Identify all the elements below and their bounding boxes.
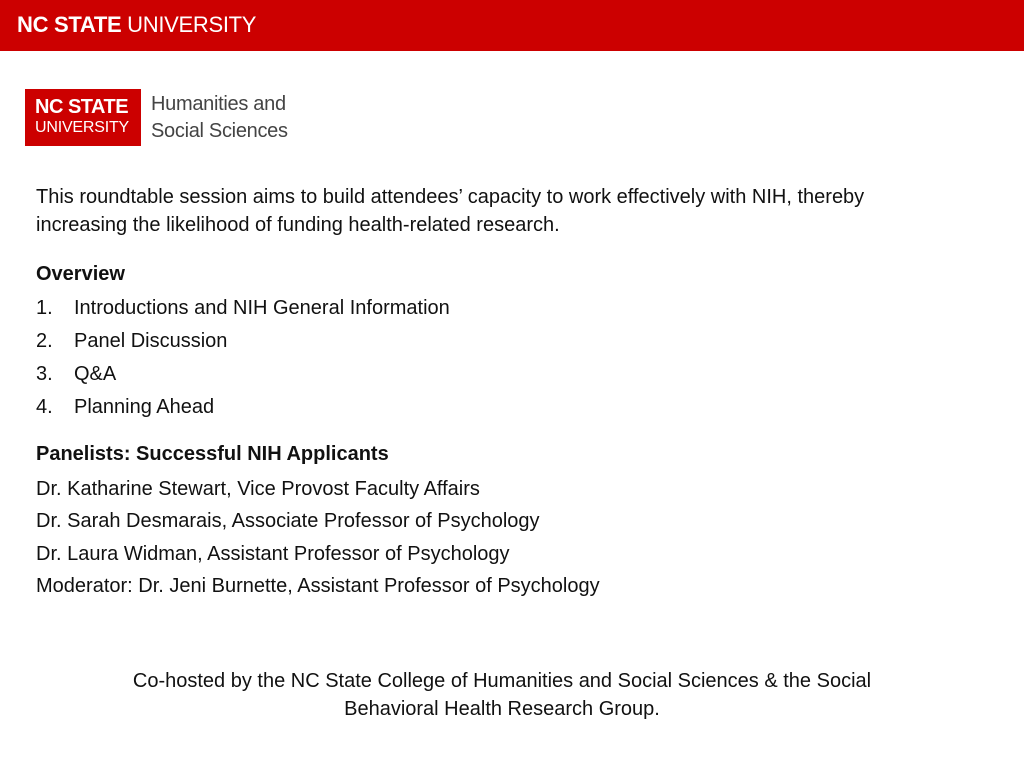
university-wordmark[interactable] [17, 12, 256, 38]
list-item-label: Panel Discussion [74, 330, 228, 352]
logo-college-name [151, 91, 288, 145]
cohost-note-line1: Co-hosted by the NC State College of Humanities and Social Sciences & the Social [132, 670, 872, 692]
college-logo [25, 89, 288, 146]
overview-heading: Overview [36, 263, 125, 285]
list-item-label: Planning Ahead [74, 396, 215, 418]
wordmark-nc-state: NC STATE [17, 12, 122, 37]
cohost-note [0, 667, 1004, 723]
logo-text-line1: Humanities and [151, 92, 286, 115]
panelist-item: Dr. Laura Widman, Assistant Professor of Psychology [36, 542, 510, 565]
list-item-label: Introductions and NIH General Information [74, 297, 450, 319]
list-item [36, 292, 450, 325]
panelists-heading: Panelists: Successful NIH Applicants [36, 443, 389, 465]
list-item [36, 358, 450, 391]
logo-red-box [25, 89, 141, 146]
list-item [36, 325, 450, 358]
list-item-number: 1. [36, 297, 53, 319]
top-header-bar [0, 0, 1024, 51]
logo-box-line1: NC STATE [35, 96, 129, 118]
logo-text-line2: Social Sciences [151, 119, 288, 142]
list-item-number: 2. [36, 330, 53, 352]
intro-paragraph: This roundtable session aims to build attendees’ capacity to work effectively with NIH, thereby increasing the likelihood of funding health-related research. [36, 186, 865, 236]
overview-list [36, 292, 450, 424]
wordmark-university: UNIVERSITY [127, 12, 257, 37]
panelist-item: Dr. Sarah Desmarais, Associate Professor of Psychology [36, 510, 540, 533]
list-item-label: Q&A [74, 363, 117, 385]
list-item [36, 391, 450, 424]
logo-box-line2: UNIVERSITY [35, 119, 130, 136]
panelists-list [36, 473, 600, 602]
panelist-item: Moderator: Dr. Jeni Burnette, Assistant Professor of Psychology [36, 574, 600, 597]
panelist-item: Dr. Katharine Stewart, Vice Provost Faculty Affairs [36, 478, 480, 500]
list-item-number: 3. [36, 363, 53, 385]
cohost-note-line2: Behavioral Health Research Group. [344, 698, 660, 720]
list-item-number: 4. [36, 396, 53, 418]
